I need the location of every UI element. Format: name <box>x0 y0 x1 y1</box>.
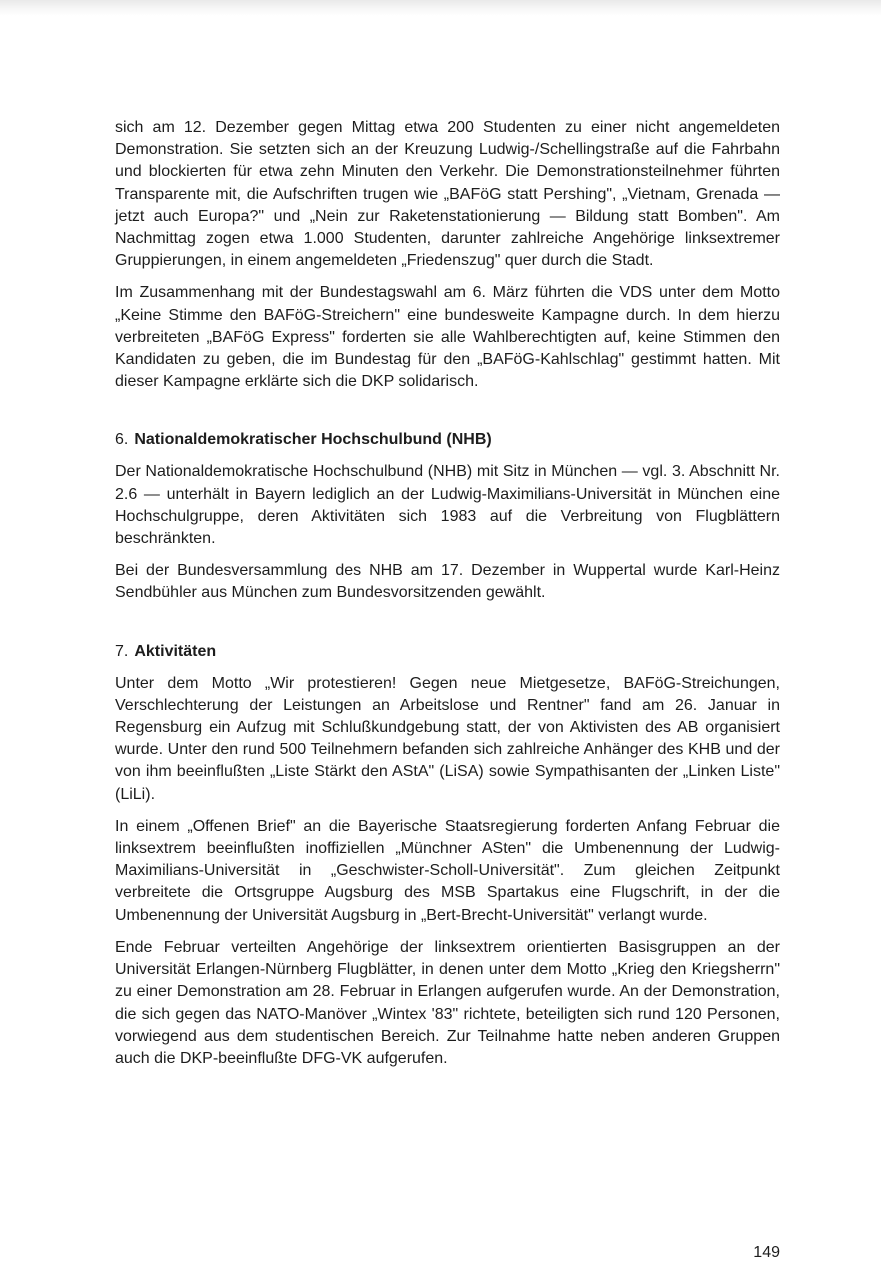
section-6-title: Nationaldemokratischer Hochschulbund (NHB) <box>134 431 492 449</box>
section-7-paragraph-1: Unter dem Motto „Wir protestieren! Gegen neue Mietgesetze, BAFöG-Streichungen, Verschlechterung der Leistungen an Arbeitslose und Rentner" fand am 26. Januar in Regensburg ein Aufzug mit Schlußkundgebung statt, der von Aktivisten des AB organisiert wurde. Unter den rund 500 Teilnehmern befanden sich zahlreiche Anhänger des KHB und der von ihm beeinflußten „Liste Stärkt den AStA" (LiSA) sowie Sympathisanten der „Linken Liste" (LiLi). <box>115 674 780 803</box>
section-6-paragraph-1: Der Nationaldemokratische Hochschulbund (NHB) mit Sitz in München — vgl. 3. Abschnitt Nr. 2.6 — unterhält in Bayern lediglich an der Ludwig-Maximilians-Universität in München eine Hochschulgruppe, deren Aktivitäten sich 1983 auf die Verbreitung von Flugblättern beschränkten. <box>115 463 780 548</box>
page-number: 149 <box>753 1244 780 1261</box>
section-7-heading <box>115 641 780 663</box>
section-7-title: Aktivitäten <box>134 642 217 660</box>
section-7-number: 7. <box>115 642 129 660</box>
scan-top-edge <box>0 0 881 16</box>
document-page <box>115 117 780 1080</box>
section-6-paragraph-2: Bei der Bundesversammlung des NHB am 17. Dezember in Wuppertal wurde Karl-Heinz Sendbühler aus München zum Bundesvorsitzenden gewählt. <box>115 562 780 602</box>
intro-paragraph-2: Im Zusammenhang mit der Bundestagswahl am 6. März führten die VDS unter dem Motto „Keine Stimme den BAFöG-Streichern" eine bundesweite Kampagne durch. In dem hierzu verbreiteten „BAFöG Express" forderten sie alle Wahlberechtigten auf, keine Stimmen den Kandidaten zu geben, die im Bundestag für den „BAFöG-Kahlschlag" gestimmt hatten. Mit dieser Kampagne erklärte sich die DKP solidarisch. <box>115 284 780 391</box>
section-6-heading <box>115 429 780 451</box>
section-6-number: 6. <box>115 431 129 449</box>
intro-paragraph-1: sich am 12. Dezember gegen Mittag etwa 200 Studenten zu einer nicht angemeldeten Demonstration. Sie setzten sich an der Kreuzung Ludwig-/Schellingstraße auf die Fahrbahn und blockierten für etwa zehn Minuten den Verkehr. Die Demonstrationsteilnehmer führten Transparente mit, die Aufschriften trugen wie „BAFöG statt Pershing", „Vietnam, Grenada — jetzt auch Europa?" und „Nein zur Raketenstationierung — Bildung statt Bomben". Am Nachmittag zogen etwa 1.000 Studenten, darunter zahlreiche Angehörige linksextremer Gruppierungen, in einem angemeldeten „Friedenszug" quer durch die Stadt. <box>115 119 780 270</box>
section-7-paragraph-3: Ende Februar verteilten Angehörige der linksextrem orientierten Basisgruppen an der Universität Erlangen-Nürnberg Flugblätter, in denen unter dem Motto „Krieg den Kriegsherrn" zu einer Demonstration am 28. Februar in Erlangen aufgerufen wurde. An der Demonstration, die sich gegen das NATO-Manöver „Wintex '83" richtete, beteiligten sich rund 120 Personen, vorwiegend aus dem studentischen Bereich. Zur Teilnahme hatte neben anderen Gruppen auch die DKP-beeinflußte DFG-VK aufgerufen. <box>115 938 780 1067</box>
section-7-paragraph-2: In einem „Offenen Brief" an die Bayerische Staatsregierung forderten Anfang Februar die linksextrem beeinflußten inoffiziellen „Münchner ASten" die Umbenennung der Ludwig-Maximilians-Universität in „Geschwister-Scholl-Universität". Zum gleichen Zeitpunkt verbreitete die Ortsgruppe Augsburg des MSB Spartakus eine Flugschrift, in der die Umbenennung der Universität Augsburg in „Bert-Brecht-Universität" verlangt wurde. <box>115 817 780 924</box>
